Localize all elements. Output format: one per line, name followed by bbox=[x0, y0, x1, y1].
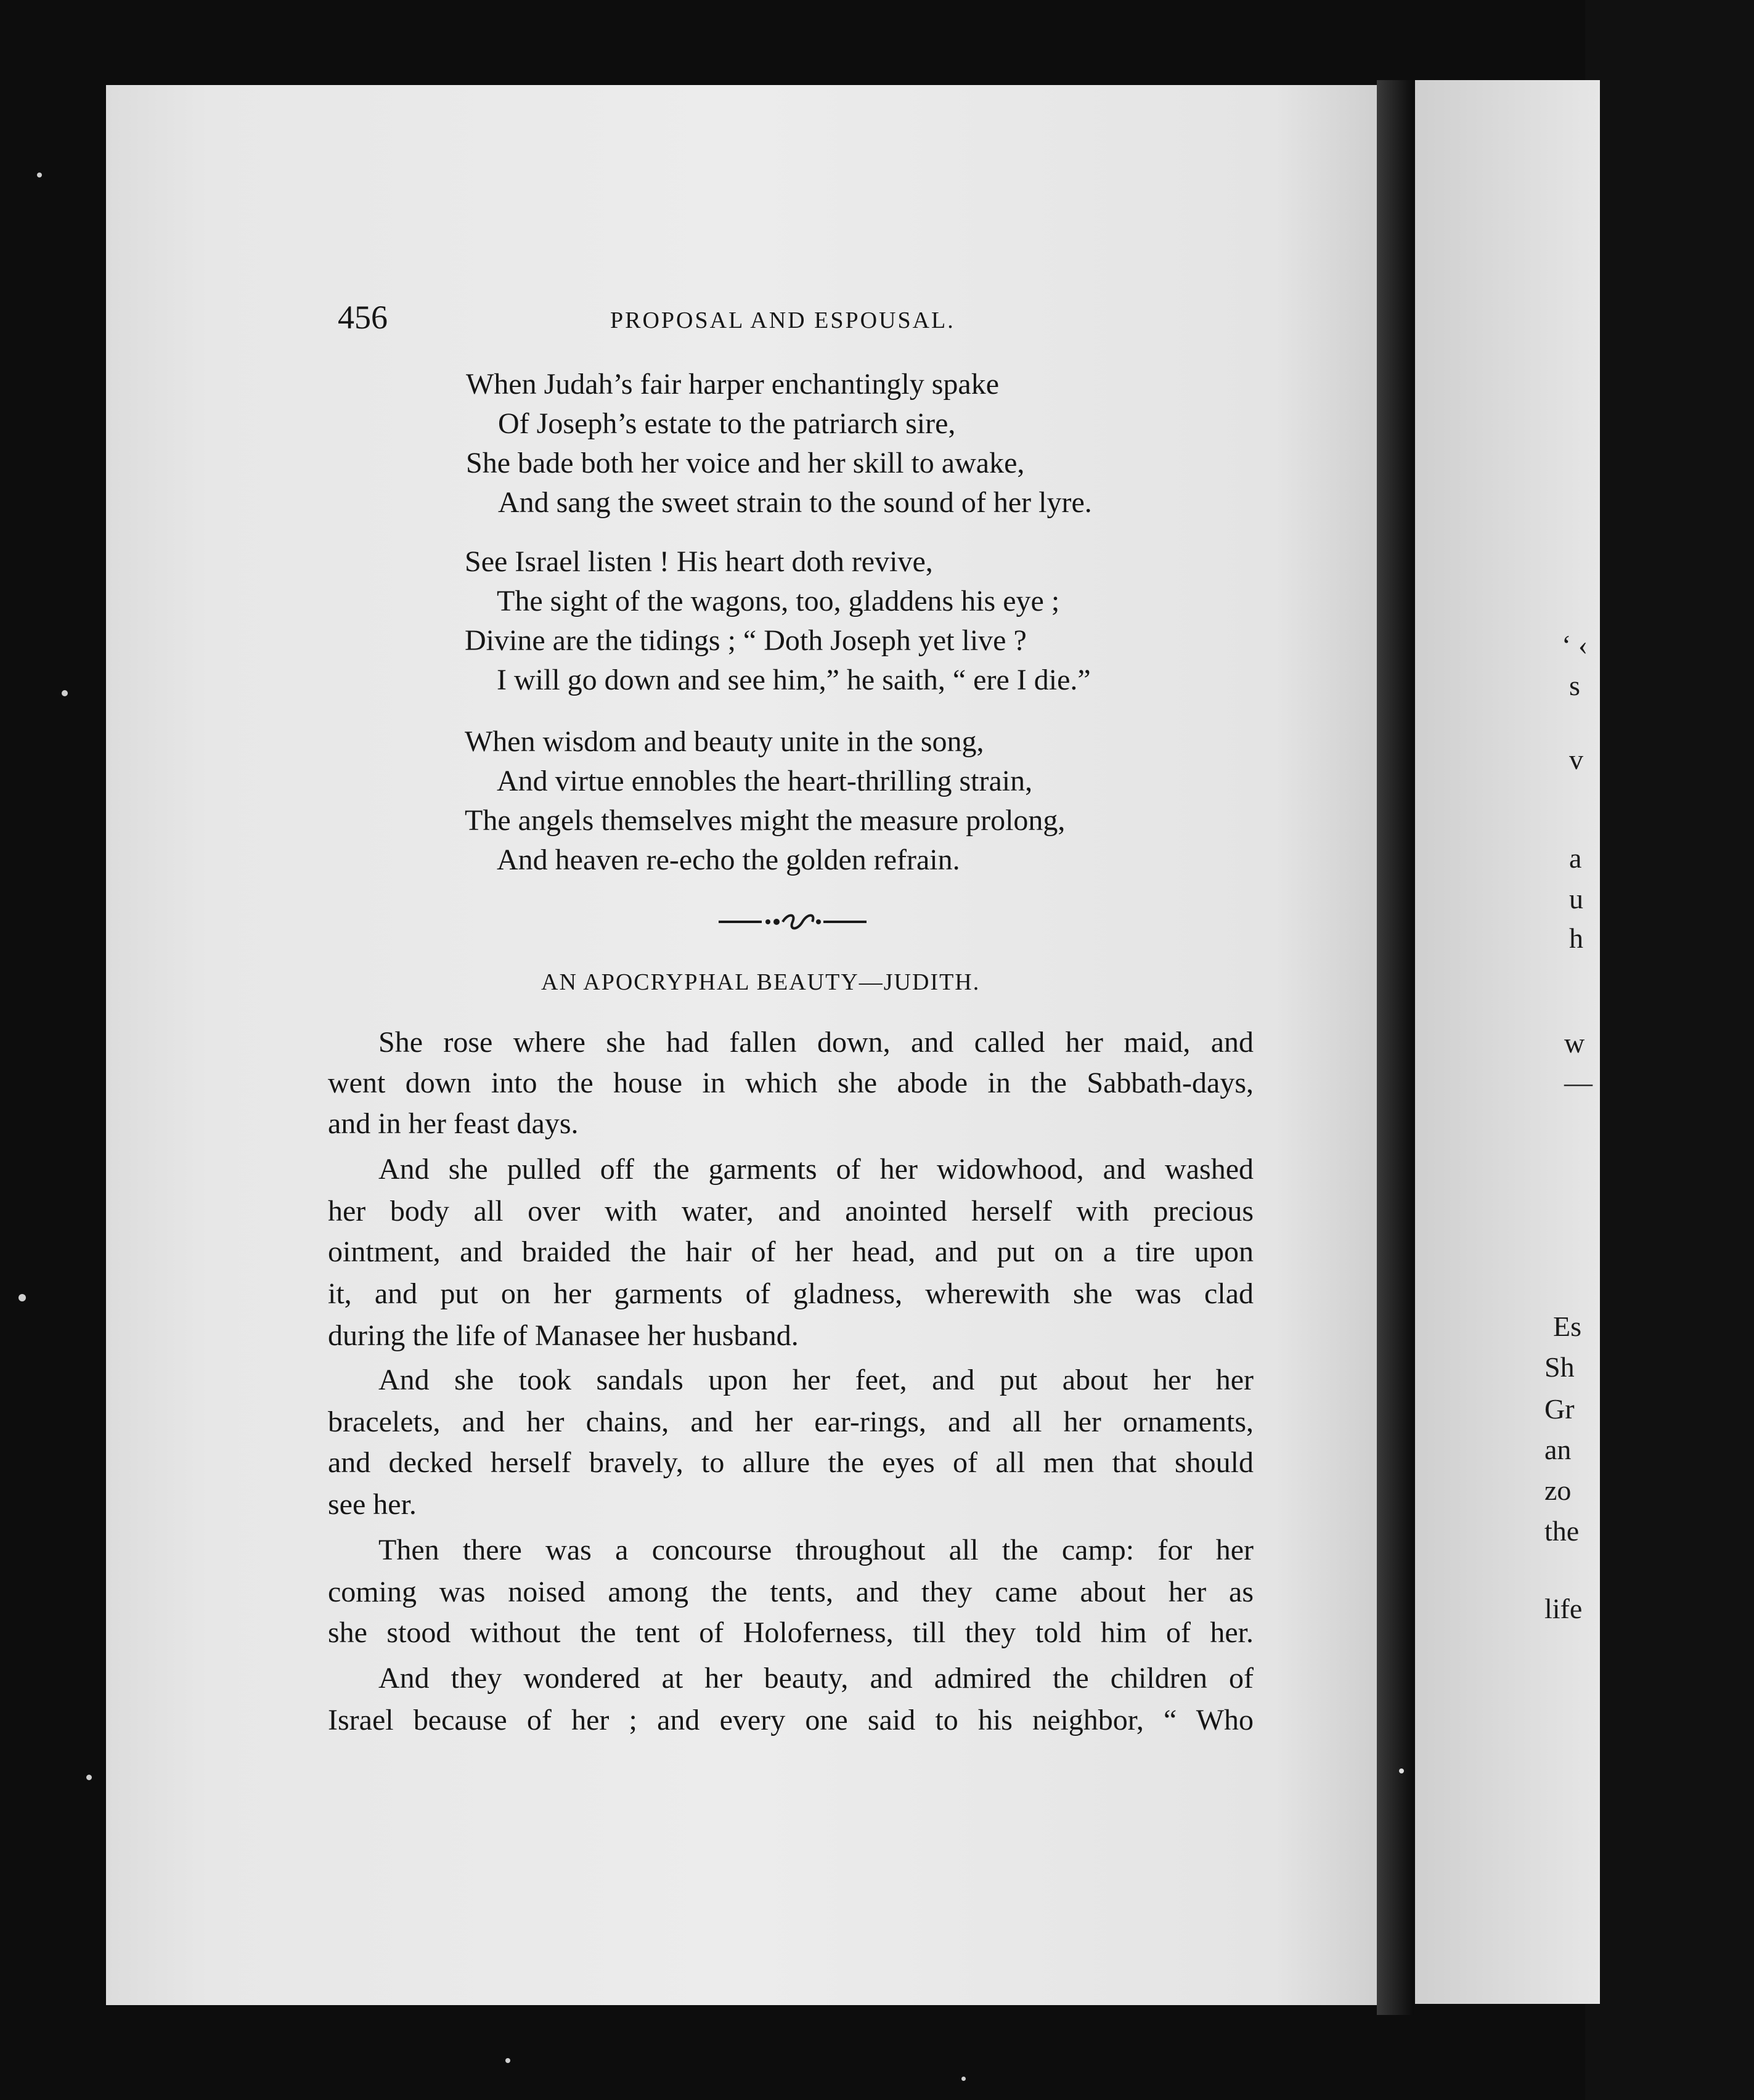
facing-page-fragment: h bbox=[1569, 922, 1583, 954]
poem-line: And heaven re-echo the golden refrain. bbox=[497, 844, 960, 876]
poem-line: See Israel listen ! His heart doth revive, bbox=[465, 545, 933, 578]
poem-line: Divine are the tidings ; “ Doth Joseph yet live ? bbox=[465, 624, 1027, 657]
scan-dust bbox=[505, 2058, 510, 2063]
paragraph-line: she stood without the tent of Holoferness, till they told him of her. bbox=[328, 1616, 1254, 1649]
paragraph-line: Israel because of her ; and every one said to his neighbor, “ Who bbox=[328, 1704, 1254, 1736]
paragraph-line: her body all over with water, and anointed herself with precious bbox=[328, 1195, 1254, 1227]
facing-page-fragment: ‘ ‹ bbox=[1562, 629, 1588, 661]
page-number: 456 bbox=[338, 299, 388, 336]
scan-dust bbox=[86, 1775, 92, 1780]
paragraph-line: And they wondered at her beauty, and admired the children of bbox=[378, 1662, 1254, 1695]
page-gutter bbox=[1377, 80, 1414, 2015]
poem-line: And sang the sweet strain to the sound of her lyre. bbox=[498, 486, 1092, 519]
paragraph-line: during the life of Manasee her husband. bbox=[328, 1319, 799, 1352]
poem-line: And virtue ennobles the heart-thrilling strain, bbox=[497, 765, 1033, 797]
poem-line: Of Joseph’s estate to the patriarch sire, bbox=[498, 407, 956, 440]
section-divider-ornament bbox=[719, 910, 867, 934]
paragraph-line: Then there was a concourse throughout all the camp: for her bbox=[378, 1534, 1254, 1566]
facing-page-fragment: zo bbox=[1544, 1475, 1572, 1506]
section-title: AN APOCRYPHAL BEAUTY—JUDITH. bbox=[541, 969, 981, 995]
paragraph-line: coming was noised among the tents, and they came about her as bbox=[328, 1576, 1254, 1608]
paragraph-line: and decked herself bravely, to allure the eyes of all men that should bbox=[328, 1446, 1254, 1479]
facing-page-fragment: Es bbox=[1553, 1311, 1581, 1342]
paragraph-line: see her. bbox=[328, 1488, 417, 1521]
poem-line: The angels themselves might the measure prolong, bbox=[465, 804, 1066, 837]
facing-page-fragment: Sh bbox=[1544, 1351, 1575, 1383]
scan-dust bbox=[62, 690, 68, 696]
poem-line: She bade both her voice and her skill to awake, bbox=[466, 447, 1025, 479]
facing-page-fragment: the bbox=[1544, 1515, 1580, 1547]
poem-line: When wisdom and beauty unite in the song, bbox=[465, 725, 984, 758]
paragraph-line: bracelets, and her chains, and her ear-rings, and all her ornaments, bbox=[328, 1406, 1254, 1438]
facing-page-fragment: s bbox=[1569, 670, 1580, 701]
scan-dust bbox=[1399, 1768, 1404, 1773]
paragraph-line: She rose where she had fallen down, and called her maid, and bbox=[378, 1026, 1254, 1059]
scan-dust bbox=[37, 173, 42, 177]
scan-dust bbox=[18, 1294, 26, 1301]
facing-page-fragment: an bbox=[1544, 1434, 1572, 1465]
poem-line: I will go down and see him,” he saith, “ ere I die.” bbox=[497, 664, 1091, 696]
facing-page-fragment: u bbox=[1569, 883, 1583, 914]
facing-page-fragment: life bbox=[1544, 1593, 1583, 1624]
facing-page-edge bbox=[1415, 80, 1600, 2004]
paragraph-line: ointment, and braided the hair of her head, and put on a tire upon bbox=[328, 1235, 1254, 1268]
paragraph-line: and in her feast days. bbox=[328, 1107, 579, 1140]
paragraph-line: And she pulled off the garments of her widowhood, and washed bbox=[378, 1153, 1254, 1186]
poem-line: The sight of the wagons, too, gladdens his eye ; bbox=[497, 585, 1060, 617]
paragraph-line: And she took sandals upon her feet, and put about her her bbox=[378, 1364, 1254, 1396]
paragraph-line: it, and put on her garments of gladness, wherewith she was clad bbox=[328, 1277, 1254, 1310]
scan-dust bbox=[961, 2077, 966, 2081]
facing-page-fragment: — bbox=[1564, 1067, 1593, 1098]
facing-page-fragment: w bbox=[1564, 1027, 1585, 1059]
facing-page-fragment: a bbox=[1569, 842, 1582, 874]
poem-line: When Judah’s fair harper enchantingly spake bbox=[466, 368, 1000, 401]
facing-page-fragment: Gr bbox=[1544, 1393, 1575, 1425]
running-title: PROPOSAL AND ESPOUSAL. bbox=[610, 307, 955, 333]
paragraph-line: went down into the house in which she abode in the Sabbath-days, bbox=[328, 1067, 1254, 1099]
facing-page-fragment: v bbox=[1569, 744, 1583, 775]
